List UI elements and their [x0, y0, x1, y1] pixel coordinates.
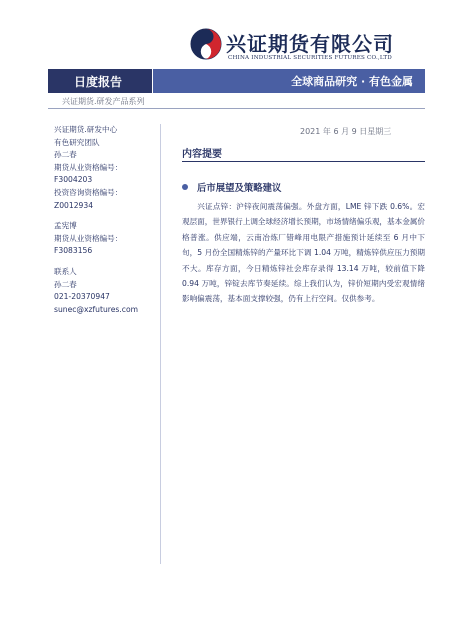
advisory-license-label: 投资咨询资格编号： — [54, 187, 123, 197]
contact-phone: 021-20370947 — [54, 292, 110, 302]
company-logo — [190, 26, 420, 68]
department-label: 兴证期货.研发中心 — [54, 125, 118, 134]
outlook-body — [182, 199, 425, 307]
product-series-label: 兴证期货.研发产品系列 — [62, 97, 145, 106]
contact-email[interactable]: sunec@xzfutures.com — [54, 304, 138, 314]
summary-heading: 内容提要 — [182, 149, 222, 160]
bullet-dot-icon — [182, 184, 188, 190]
futures-license-label: 期货从业资格编号： — [54, 162, 123, 172]
outlook-heading: 后市展望及策略建议 — [197, 183, 282, 194]
contact-group — [54, 266, 166, 316]
contact-label: 联系人 — [54, 266, 77, 276]
header-divider — [48, 108, 425, 109]
analyst-name: 孟宪博 — [54, 221, 77, 231]
futures-license-number: F3083156 — [54, 246, 93, 256]
futures-license-label: 期货从业资格编号： — [54, 233, 123, 243]
advisory-license-number: Z0012934 — [54, 200, 94, 210]
summary-heading-rule — [182, 161, 425, 162]
author-sidebar — [54, 124, 166, 316]
logo-english-name: CHINA INDUSTRIAL SECURITIES FUTURES CO.,LTD — [228, 55, 392, 61]
outlook-heading-row — [182, 180, 281, 194]
report-category-banner: 全球商品研究 · 有色金属 — [153, 69, 425, 93]
contact-name: 孙二春 — [54, 279, 77, 289]
team-label: 有色研究团队 — [54, 137, 100, 147]
futures-license-number: F3004203 — [54, 175, 93, 185]
research-team-group — [54, 124, 166, 212]
report-date: 2021 年 6 月 9 日星期三 — [300, 127, 392, 136]
analyst-name: 孙二春 — [54, 150, 77, 160]
sidebar-divider — [160, 124, 161, 564]
logo-chinese-name: 兴证期货有限公司 — [226, 32, 394, 56]
logo-mark-icon — [190, 28, 222, 60]
outlook-paragraph: 兴证点锌：沪锌夜间震荡偏强。外盘方面，LME 锌下跌 0.6%。宏观层面，世界银行上调全球经济增长预期，市场情绪偏乐观，基本金属价格普涨。供应端，云南冶炼厂错峰用电限产措施预计延续至 6 月中下旬，5 月份全国精炼锌的产量环比下调 1.04 万吨，精炼锌供应压力预期不大。库存方面，今日精炼锌社会库存录得 13.14 万吨，较前值下降 0.94 万吨，锌锭去库节奏延续。综上我们认为，锌价短期内受宏观情绪影响偏震荡，基本面支撑较强，仍有上行空间。仅供参考。 — [182, 202, 425, 304]
second-analyst-group — [54, 220, 166, 258]
report-type-banner: 日度报告 — [48, 69, 152, 93]
